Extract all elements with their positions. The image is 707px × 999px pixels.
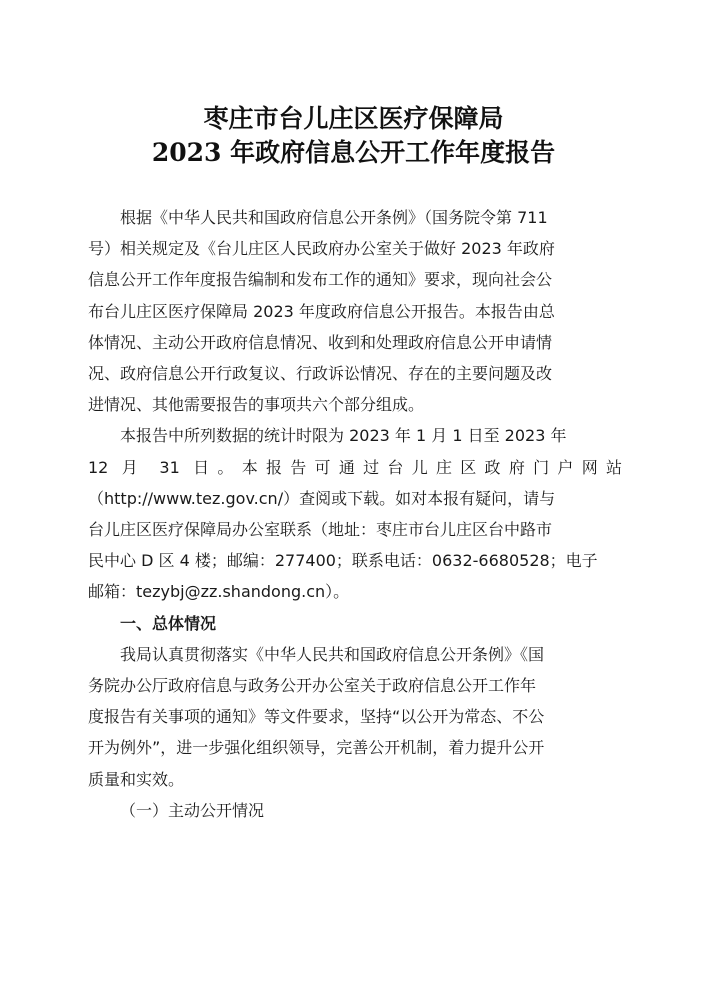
text-line: 台儿庄区医疗保障局办公室联系（地址：枣庄市台儿庄区台中路市 (88, 520, 553, 540)
subsection-heading-proactive-disclosure: （一）主动公开情况 (120, 800, 265, 820)
text-line: 本报告中所列数据的统计时限为 2023 年 1 月 1 日至 2023 年 (120, 426, 567, 446)
text-line: 信息公开工作年度报告编制和发布工作的通知》要求，现向社会公 (88, 270, 553, 290)
paragraph-statistics (88, 420, 622, 607)
text-line: 我局认真贯彻落实《中华人民共和国政府信息公开条例》《国 (120, 644, 545, 664)
paragraph-intro (88, 202, 622, 420)
text-line: 体情况、主动公开政府信息情况、收到和处理政府信息公开申请情 (88, 332, 553, 352)
text-line: 根据《中华人民共和国政府信息公开条例》（国务院令第 711 (120, 208, 548, 227)
text-line: 质量和实效。 (88, 769, 185, 789)
text-line: 务院办公厅政府信息与政务公开办公室关于政府信息公开工作年 (88, 676, 537, 696)
document-title-line-1: 枣庄市台儿庄区医疗保障局 (203, 104, 504, 133)
text-line: 号）相关规定及《台儿庄区人民政府办公室关于做好 2023 年政府 (88, 239, 555, 259)
text-line: 度报告有关事项的通知》等文件要求，坚持“以公开为常态、不公 (88, 707, 545, 727)
text-line: 邮箱：tezybj@zz.shandong.cn）。 (88, 582, 350, 602)
document-body (88, 202, 622, 826)
document-title-line-2: 2023 年政府信息公开工作年度报告 (151, 138, 556, 167)
text-line: 进情况、其他需要报告的事项共六个部分组成。 (88, 395, 425, 415)
text-line: 况、政府信息公开行政复议、行政诉讼情况、存在的主要问题及改 (88, 364, 553, 384)
paragraph-overview (88, 639, 622, 795)
text-line: 12 月 31 日。本报告可通过台儿庄区政府门户网站 (88, 457, 622, 477)
text-line: 民中心 D 区 4 楼；邮编：277400；联系电话：0632-6680528；电子 (88, 551, 598, 571)
text-line: 开为例外”，进一步强化组织领导，完善公开机制，着力提升公开 (88, 738, 545, 758)
text-line: 布台儿庄区医疗保障局 2023 年度政府信息公开报告。本报告由总 (88, 301, 555, 321)
text-line: （http://www.tez.gov.cn/）查阅或下载。如对本报有疑问，请与 (88, 488, 556, 508)
section-heading-overview: 一、总体情况 (120, 613, 217, 633)
